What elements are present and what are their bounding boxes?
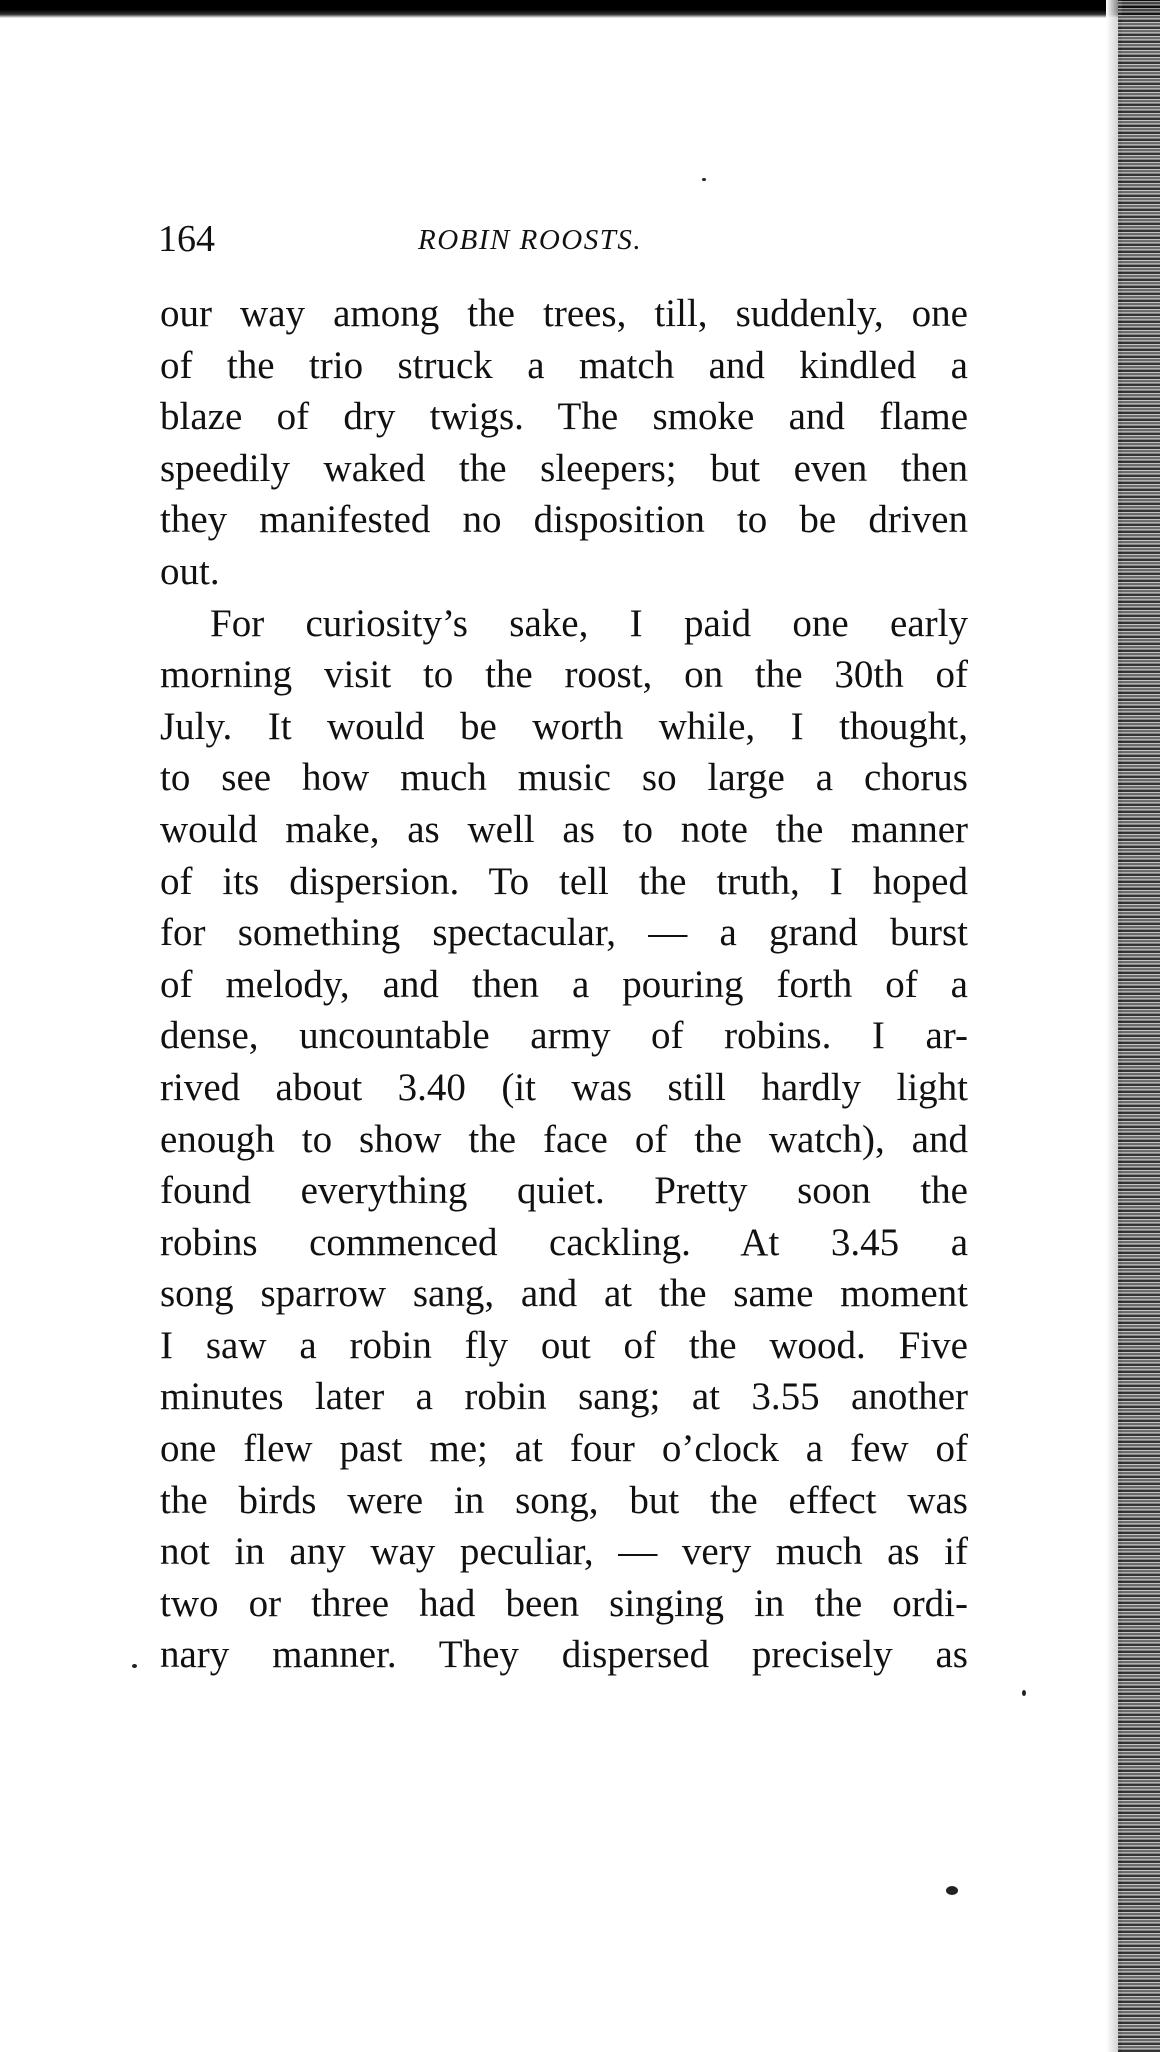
text-line: the birds were in song, but the effect was xyxy=(160,1478,968,1522)
text-line: they manifested no disposition to be driven xyxy=(160,498,968,542)
text-line: rived about 3.40 (it was still hardly light xyxy=(160,1065,968,1109)
text-line: robins commenced cackling. At 3.45 a xyxy=(160,1220,968,1264)
text-line: dense, uncountable army of robins. I ar- xyxy=(160,1014,968,1058)
text-line: nary manner. They dispersed precisely as xyxy=(160,1633,968,1677)
running-title: ROBIN ROOSTS. xyxy=(418,224,643,256)
text-line: of the trio struck a match and kindled a xyxy=(160,343,968,387)
body-text xyxy=(160,288,968,1681)
text-line: morning visit to the roost, on the 30th of xyxy=(160,653,968,697)
page-number: 164 xyxy=(158,218,215,260)
scan-speck xyxy=(1022,1690,1026,1696)
text-line: for something spectacular, — a grand burst xyxy=(160,911,968,955)
text-line: For curiosity’s sake, I paid one early xyxy=(210,601,968,645)
text-line: not in any way peculiar, — very much as if xyxy=(160,1530,968,1574)
text-line: would make, as well as to note the manner xyxy=(160,807,968,851)
text-line: enough to show the face of the watch), and xyxy=(160,1117,968,1161)
text-line: of its dispersion. To tell the truth, I hoped xyxy=(160,859,968,903)
text-line: blaze of dry twigs. The smoke and flame xyxy=(160,395,968,439)
scan-speck xyxy=(946,1886,958,1895)
paragraph xyxy=(160,598,968,1681)
text-line: of melody, and then a pouring forth of a xyxy=(160,962,968,1006)
text-line: song sparrow sang, and at the same moment xyxy=(160,1272,968,1316)
text-line: minutes later a robin sang; at 3.55 another xyxy=(160,1375,968,1419)
running-head xyxy=(158,214,968,264)
text-line: two or three had been singing in the ordi- xyxy=(160,1581,968,1625)
scan-speck xyxy=(702,178,706,181)
text-line: found everything quiet. Pretty soon the xyxy=(160,1169,968,1213)
page-top-edge xyxy=(0,0,1160,18)
text-line: I saw a robin fly out of the wood. Five xyxy=(160,1323,968,1367)
text-line: one flew past me; at four o’clock a few of xyxy=(160,1427,968,1471)
page-right-edge xyxy=(1118,0,1160,2052)
text-line: to see how much music so large a chorus xyxy=(160,756,968,800)
paragraph xyxy=(160,288,968,598)
text-line: July. It would be worth while, I thought, xyxy=(160,704,968,748)
text-line: out. xyxy=(160,549,220,593)
text-line: speedily waked the sleepers; but even then xyxy=(160,446,968,490)
scan-speck xyxy=(132,1664,137,1668)
text-line: our way among the trees, till, suddenly, one xyxy=(160,292,968,335)
